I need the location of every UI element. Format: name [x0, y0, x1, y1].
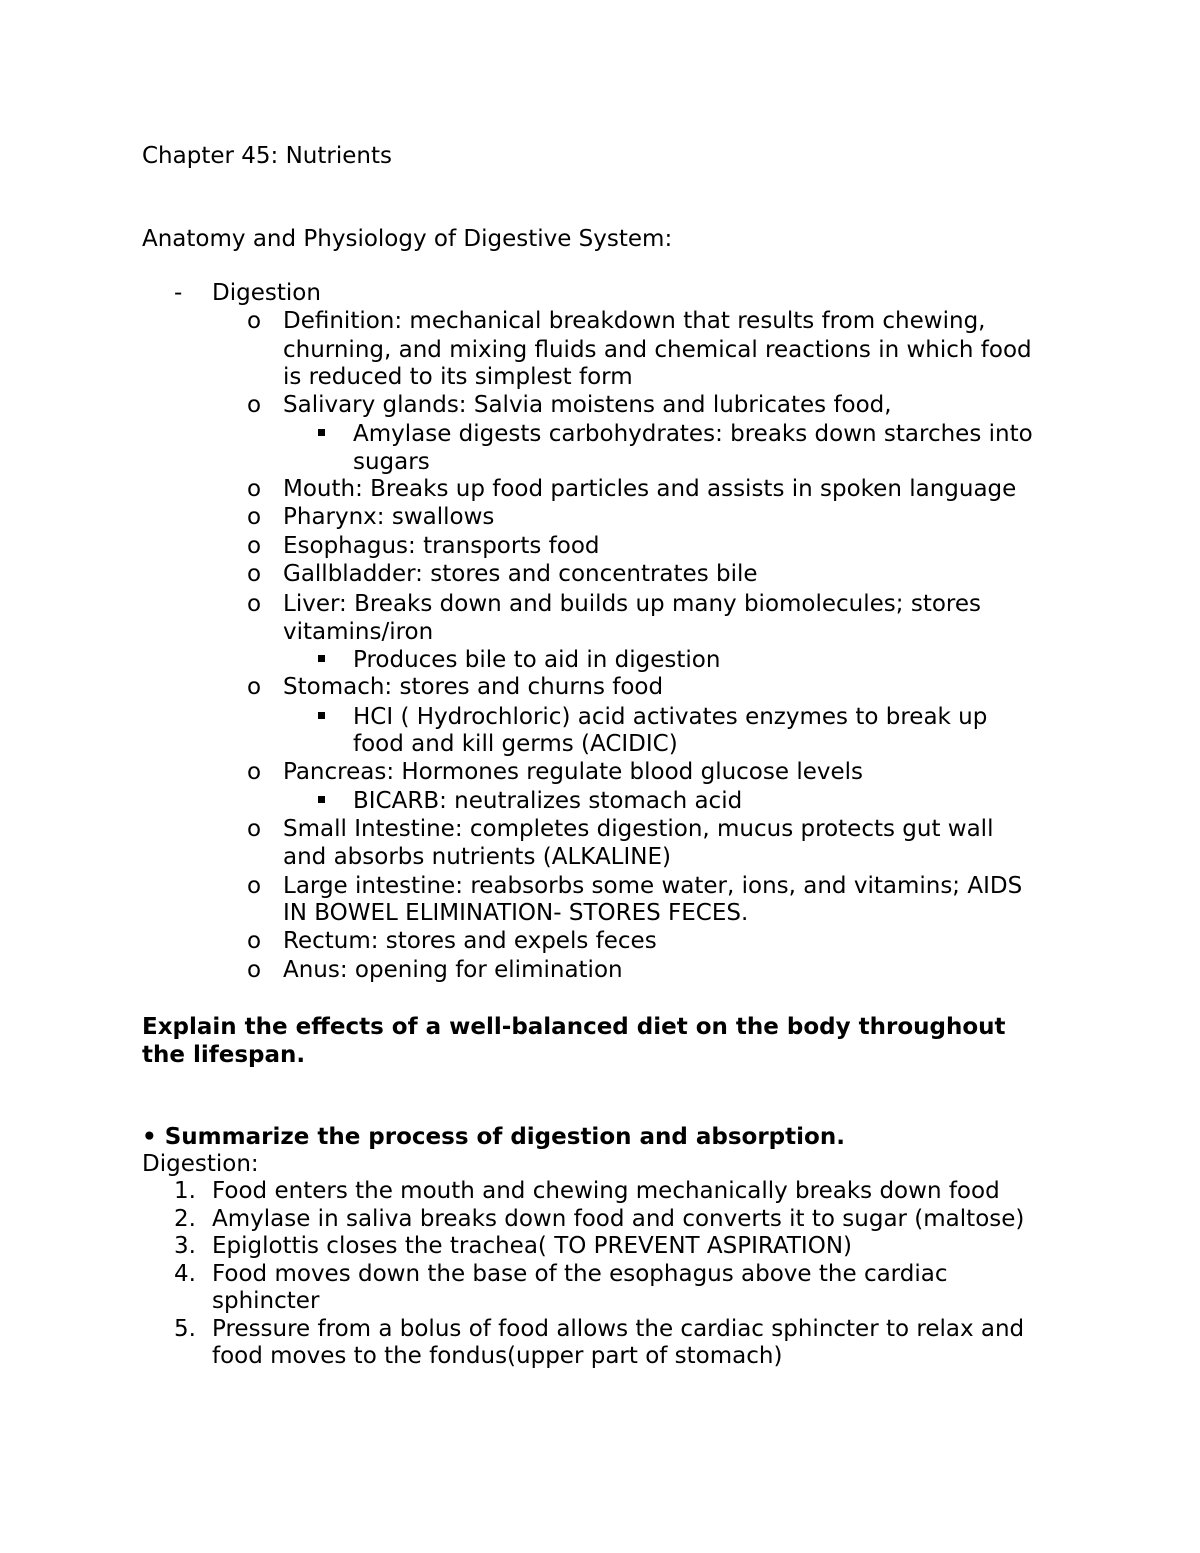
circle-marker: o [247, 873, 262, 899]
definition-line-2: churning, and mixing fluids and chemical reactions in which food [283, 337, 1032, 363]
small-intestine-line-2: and absorbs nutrients (ALKALINE) [283, 844, 671, 870]
step-3: Epiglottis closes the trachea( TO PREVENT ASPIRATION) [212, 1233, 852, 1259]
step-2: Amylase in saliva breaks down food and converts it to sugar (maltose) [212, 1206, 1025, 1232]
step-number: 2. [174, 1206, 196, 1232]
circle-marker: o [247, 759, 262, 785]
large-intestine-line-1: Large intestine: reabsorbs some water, ions, and vitamins; AIDS [283, 873, 1023, 899]
amylase-line-1: Amylase digests carbohydrates: breaks down starches into [353, 421, 1033, 447]
step-number: 4. [174, 1261, 196, 1287]
circle-marker: o [247, 957, 262, 983]
step-5-line-1: Pressure from a bolus of food allows the cardiac sphincter to relax and [212, 1316, 1025, 1342]
circle-marker: o [247, 392, 262, 418]
step-number: 3. [174, 1233, 196, 1259]
digestion-subheading: Digestion: [142, 1151, 259, 1177]
question-heading-2: • Summarize the process of digestion and absorption. [142, 1124, 845, 1150]
circle-marker: o [247, 674, 262, 700]
liver-line-2: vitamins/iron [283, 619, 434, 645]
definition-line-3: is reduced to its simplest form [283, 364, 633, 390]
amylase-line-2: sugars [353, 449, 430, 475]
circle-marker: o [247, 308, 262, 334]
liver-line-1: Liver: Breaks down and builds up many biomolecules; stores [283, 591, 981, 617]
circle-marker: o [247, 928, 262, 954]
step-number: 5. [174, 1316, 196, 1342]
mouth-item: Mouth: Breaks up food particles and assists in spoken language [283, 476, 1017, 502]
small-intestine-line-1: Small Intestine: completes digestion, mucus protects gut wall [283, 816, 994, 842]
salivary-glands-item: Salivary glands: Salvia moistens and lubricates food, [283, 392, 892, 418]
question-heading-1-cont: the lifespan. [142, 1042, 306, 1068]
gallbladder-item: Gallbladder: stores and concentrates bile [283, 561, 758, 587]
square-bullet-icon [318, 655, 325, 662]
circle-marker: o [247, 591, 262, 617]
definition-line-1: Definition: mechanical breakdown that results from chewing, [283, 308, 986, 334]
step-5-line-2: food moves to the fondus(upper part of stomach) [212, 1343, 783, 1369]
chapter-title: Chapter 45: Nutrients [142, 143, 392, 169]
dash-marker: - [174, 280, 183, 306]
square-bullet-icon [318, 712, 325, 719]
pharynx-item: Pharynx: swallows [283, 504, 495, 530]
stomach-item: Stomach: stores and churns food [283, 674, 664, 700]
hcl-line-1: HCI ( Hydrochloric) acid activates enzymes to break up [353, 704, 988, 730]
step-4-line-1: Food moves down the base of the esophagus above the cardiac [212, 1261, 948, 1287]
section-heading: Anatomy and Physiology of Digestive System: [142, 226, 673, 252]
rectum-item: Rectum: stores and expels feces [283, 928, 657, 954]
step-1: Food enters the mouth and chewing mechanically breaks down food [212, 1178, 1000, 1204]
circle-marker: o [247, 533, 262, 559]
bile-item: Produces bile to aid in digestion [353, 647, 721, 673]
hcl-line-2: food and kill germs (ACIDIC) [353, 731, 678, 757]
circle-marker: o [247, 476, 262, 502]
pancreas-item: Pancreas: Hormones regulate blood glucose levels [283, 759, 863, 785]
step-number: 1. [174, 1178, 196, 1204]
anus-item: Anus: opening for elimination [283, 957, 623, 983]
digestion-label: Digestion [212, 280, 321, 306]
square-bullet-icon [318, 429, 325, 436]
step-4-line-2: sphincter [212, 1288, 320, 1314]
circle-marker: o [247, 561, 262, 587]
esophagus-item: Esophagus: transports food [283, 533, 600, 559]
circle-marker: o [247, 816, 262, 842]
bicarb-item: BICARB: neutralizes stomach acid [353, 788, 743, 814]
circle-marker: o [247, 504, 262, 530]
question-heading-1: Explain the effects of a well-balanced diet on the body throughout [142, 1014, 1006, 1040]
square-bullet-icon [318, 796, 325, 803]
large-intestine-line-2: IN BOWEL ELIMINATION- STORES FECES. [283, 900, 749, 926]
